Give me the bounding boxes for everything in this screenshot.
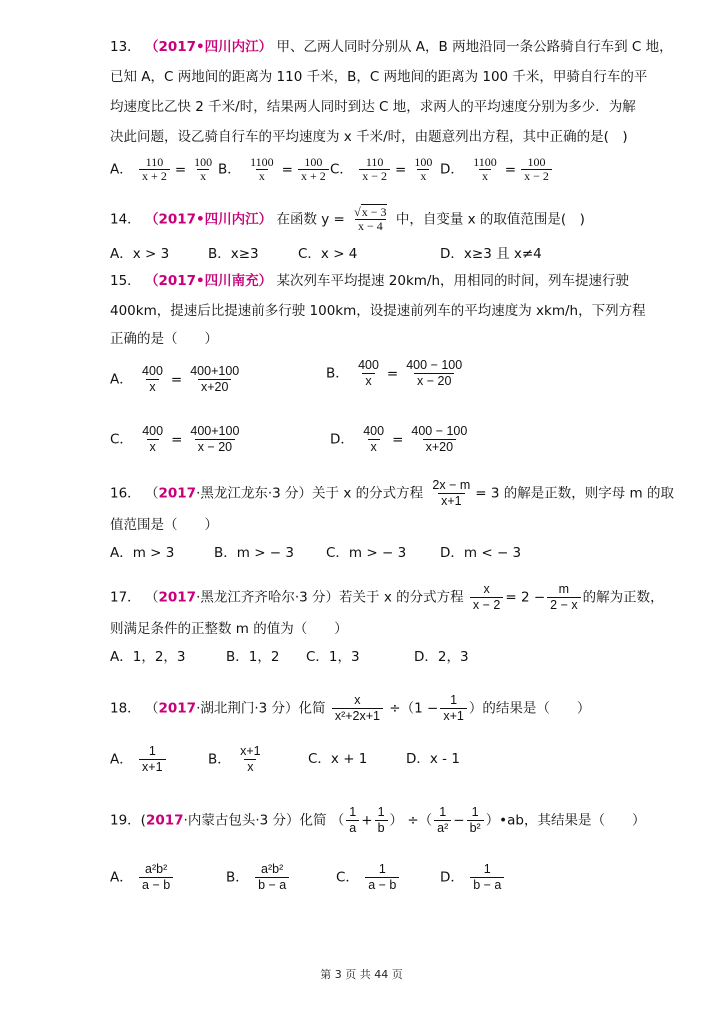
question-text: 的解为正数， <box>582 589 664 606</box>
option-label: C． <box>330 161 353 178</box>
question-text: ·内蒙古包头·3 分）化简 <box>183 812 327 829</box>
fraction <box>440 693 467 724</box>
fraction <box>434 805 451 836</box>
numerator: 1 <box>439 805 447 819</box>
numerator: 400 − 100 <box>411 424 468 438</box>
question-text: ）的结果是（ ） <box>468 700 591 717</box>
fraction <box>470 582 503 613</box>
q13-option-a[interactable]: A． $\frac{110}{x + 2}$ = $\frac{100}{x}$ <box>110 156 217 183</box>
page-footer: 第 3 页 共 44 页 <box>320 968 403 981</box>
fraction <box>332 693 383 724</box>
fraction <box>247 156 277 183</box>
denominator: x − 20 <box>414 373 454 389</box>
numerator: 100 <box>414 155 433 169</box>
numerator: 1 <box>148 744 156 758</box>
q18-line1: 18． （2017·湖北荆门·3 分）化简 $\frac{x}{\text{x²+2x+1}}$ ÷（1 − $\frac{1}{x+1}$ ）的结果是（ ） <box>110 693 591 723</box>
numerator: 400 <box>142 424 164 438</box>
q15-line2: 400km，提速后比提速前多行驶 100km，设提速前列车的平均速度为 xkm/h，下列方程 <box>110 303 646 319</box>
numerator: 400 <box>142 364 163 378</box>
q18-option-a[interactable] <box>110 744 168 775</box>
q14-line1 <box>110 206 585 233</box>
q19-line1: 19．(2017·内蒙古包头·3 分）化简 （ $\frac{1}{a}$ + $\frac{1}{b}$ ） ÷（ $\frac{1}{\text{a²}}$ − $\frac{1}{\text{b²}}$ ）•ab，其结果是（ ） <box>110 805 646 835</box>
q14-option-d[interactable]: D．x≥3 且 x≠4 <box>440 246 542 262</box>
q16-option-b[interactable]: B．m > − 3 <box>214 545 294 561</box>
q15-line1 <box>110 272 629 290</box>
q13-line4: 决此问题，设乙骑自行车的平均速度为 x 千米/时，由题意列出方程，其中正确的是( ) <box>110 129 628 145</box>
denominator: x+20 <box>423 439 456 455</box>
question-source: （2017•四川内江） <box>144 211 273 228</box>
numerator: 100 <box>527 155 546 169</box>
question-source-year: 2017 <box>158 700 197 717</box>
q16-line1: 16． （2017·黑龙江龙东·3 分）关于 x 的分式方程 $\frac{2x - m}{x+1}$ = 3 的解是正数，则字母 m 的取 <box>110 478 674 508</box>
denominator: x+1 <box>440 708 467 724</box>
q15-option-d[interactable]: D． $\frac{400}{x}$ = $\frac{400 - 100}{x+20}$ <box>330 424 472 455</box>
numerator: m <box>558 582 570 596</box>
numerator: 400+100 <box>190 424 240 438</box>
numerator: 1 <box>377 805 385 819</box>
question-source: （2017•四川南充） <box>144 273 273 289</box>
q14-option-c[interactable]: C．x > 4 <box>298 246 358 262</box>
denominator: x <box>417 169 429 183</box>
denominator: b − a <box>255 877 289 893</box>
q13-line1 <box>110 38 673 56</box>
q13-option-d[interactable]: D． $\frac{1100}{x}$ = $\frac{100}{x - 2}$ <box>440 156 554 183</box>
numerator: 400 <box>363 424 385 438</box>
numerator: 1 <box>349 805 357 819</box>
denominator: a² <box>434 820 451 836</box>
denominator: x <box>479 169 491 183</box>
fraction <box>191 156 215 183</box>
question-source-year: 2017 <box>158 589 197 606</box>
q17-option-b[interactable]: B．1，2 <box>226 649 280 665</box>
q14-option-b[interactable]: B．x≥3 <box>208 246 259 262</box>
fraction <box>359 156 390 183</box>
option-label: B． <box>208 751 231 768</box>
option-label: B． <box>218 161 241 178</box>
denominator: b² <box>467 820 484 836</box>
fraction <box>470 862 504 893</box>
question-source: （2017•四川内江） <box>144 39 273 55</box>
fraction <box>237 744 264 775</box>
question-number: 17． <box>110 589 141 606</box>
option-label: D． <box>440 161 464 178</box>
fraction <box>375 805 388 836</box>
q13-line3: 均速度比乙快 2 千米/时，结果两人同时到达 C 地，求两人的平均速度分别为多少．为解 <box>110 99 636 115</box>
numerator: x <box>354 693 361 707</box>
q16-line2: 值范围是（ ） <box>110 517 218 533</box>
option-label: A． <box>110 751 133 768</box>
denominator: x+1 <box>438 493 465 509</box>
option-label: B． <box>326 365 349 382</box>
denominator: x − 2 <box>521 169 552 183</box>
question-source-year: 2017 <box>158 485 197 502</box>
denominator: x+1 <box>139 759 166 775</box>
numerator: 400 <box>358 358 379 372</box>
fraction <box>139 424 166 455</box>
q17-option-a[interactable]: A．1，2，3 <box>110 649 186 665</box>
fraction <box>139 156 170 183</box>
numerator: 400+100 <box>190 364 240 378</box>
q17-option-d[interactable]: D．2，3 <box>414 649 469 665</box>
fraction <box>360 424 387 455</box>
numerator: 2x − m <box>432 478 471 492</box>
option-label: C． <box>336 869 359 886</box>
q16-option-c[interactable]: C．m > − 3 <box>326 545 407 561</box>
question-text: 中，自变量 x 的取值范围是( ) <box>395 211 585 228</box>
fraction <box>139 364 166 395</box>
question-text: ÷（1 − <box>389 700 439 717</box>
q19-option-b[interactable] <box>226 862 291 893</box>
denominator: x − 20 <box>195 439 235 455</box>
question-number: 13． <box>110 39 141 55</box>
denominator: b <box>375 820 388 836</box>
q16-option-a[interactable]: A．m > 3 <box>110 545 175 561</box>
denominator: x − 2 <box>359 169 390 183</box>
q17-option-c[interactable]: C．1，3 <box>306 649 360 665</box>
fraction <box>408 424 470 455</box>
question-text: 在函数 y = <box>276 211 345 228</box>
q13-option-b[interactable]: B． $\frac{1100}{x}$ = $\frac{100}{x + 2}$ <box>218 156 331 183</box>
fraction <box>521 156 552 183</box>
numerator: √x − 3 <box>354 205 387 219</box>
fraction <box>470 156 500 183</box>
option-label: A． <box>110 371 133 388</box>
denominator: x <box>146 379 158 395</box>
question-source-year: 2017 <box>145 812 184 829</box>
denominator: a − b <box>365 877 399 893</box>
question-number: 18． <box>110 700 141 717</box>
q15-option-a[interactable]: A． $\frac{400}{x}$ = $\frac{400+100}{x+20}$ <box>110 364 244 395</box>
question-text: ）•ab，其结果是（ ） <box>485 812 646 829</box>
question-number: 16． <box>110 485 141 502</box>
fraction <box>351 206 389 233</box>
fraction <box>547 582 580 613</box>
question-text: ·湖北荆门·3 分）化简 <box>196 700 326 717</box>
denominator: x <box>368 439 380 455</box>
question-text: ·黑龙江龙东·3 分）关于 x 的分式方程 <box>196 485 424 502</box>
numerator: a²b² <box>261 862 284 876</box>
q14-option-a[interactable]: A．x > 3 <box>110 246 170 262</box>
question-number: 19．( <box>110 812 146 829</box>
question-text: ÷（ <box>407 812 433 829</box>
denominator: a <box>346 820 359 836</box>
question-number: 14． <box>110 211 141 228</box>
fraction <box>467 805 484 836</box>
question-text: 某次列车平均提速 20km/h，用相同的时间，列车提速行驶 <box>276 273 630 289</box>
denominator: x + 2 <box>298 169 329 183</box>
denominator: x <box>256 169 268 183</box>
question-text: = 2 − <box>505 589 546 606</box>
numerator: 1 <box>450 693 458 707</box>
q15-option-b[interactable]: B． $\frac{400}{x}$ = $\frac{400 - 100}{x - 20}$ <box>326 358 467 389</box>
numerator: 1100 <box>250 155 274 169</box>
q13-option-c[interactable]: C． $\frac{110}{x - 2}$ = $\frac{100}{x}$ <box>330 156 437 183</box>
numerator: 1100 <box>473 155 497 169</box>
numerator: x <box>483 582 490 596</box>
denominator: 2 − x <box>547 597 580 613</box>
fraction <box>187 364 242 395</box>
option-label: D． <box>440 869 464 886</box>
fraction <box>346 805 359 836</box>
q18-option-c[interactable]: C．x + 1 <box>308 751 368 767</box>
denominator: x <box>147 439 159 455</box>
q17-line1: 17． （2017·黑龙江齐齐哈尔·3 分）若关于 x 的分式方程 $\frac{x}{x - 2}$ = 2 − $\frac{m}{2 - x}$ 的解为正数， <box>110 582 664 612</box>
fraction <box>403 358 465 389</box>
numerator: 100 <box>304 155 323 169</box>
q16-option-d[interactable]: D．m < − 3 <box>440 545 522 561</box>
denominator: a − b <box>139 877 173 893</box>
q18-option-d[interactable]: D．x - 1 <box>406 751 460 767</box>
fraction <box>355 358 382 389</box>
fraction <box>429 478 473 509</box>
option-label: B． <box>226 869 249 886</box>
fraction <box>139 744 166 775</box>
fraction <box>187 424 242 455</box>
q15-option-c[interactable]: C． $\frac{400}{x}$ = $\frac{400+100}{x - 20}$ <box>110 424 244 455</box>
denominator: x²+2x+1 <box>332 708 383 724</box>
question-text: 甲、乙两人同时分别从 A，B 两地沿同一条公路骑自行车到 C 地， <box>276 39 673 55</box>
q13-line2: 已知 A，C 两地间的距离为 110 千米，B，C 两地间的距离为 100 千米，甲骑自行车的平 <box>110 69 648 85</box>
fraction <box>298 156 329 183</box>
numerator: 110 <box>365 155 384 169</box>
radicand: x − 3 <box>361 205 387 219</box>
numerator: 400 − 100 <box>406 358 463 372</box>
option-label: A． <box>110 869 133 886</box>
q19-option-a[interactable] <box>110 862 175 893</box>
numerator: 110 <box>145 155 164 169</box>
q19-option-d[interactable] <box>440 862 506 893</box>
option-label: C． <box>110 431 133 448</box>
question-text: ·黑龙江齐齐哈尔·3 分）若关于 x 的分式方程 <box>196 589 464 606</box>
numerator: 100 <box>194 155 213 169</box>
denominator: x + 2 <box>139 169 170 183</box>
numerator: 1 <box>378 862 386 876</box>
option-label: D． <box>330 431 354 448</box>
fraction <box>411 156 435 183</box>
q17-line2: 则满足条件的正整数 m 的值为（ ） <box>110 621 348 637</box>
denominator: x <box>362 373 374 389</box>
numerator: a²b² <box>145 862 168 876</box>
numerator: x+1 <box>240 744 261 758</box>
q18-option-b[interactable] <box>208 744 266 775</box>
denominator: x <box>197 169 209 183</box>
denominator: x <box>244 759 256 775</box>
question-text: = 3 的解是正数，则字母 m 的取 <box>475 485 674 502</box>
fraction <box>139 862 173 893</box>
fraction <box>255 862 289 893</box>
option-label: A． <box>110 161 133 178</box>
denominator: x − 2 <box>470 597 503 613</box>
denominator: x+20 <box>198 379 231 395</box>
q19-option-c[interactable] <box>336 862 401 893</box>
denominator: x − 4 <box>355 219 386 233</box>
numerator: 1 <box>483 862 491 876</box>
question-number: 15． <box>110 273 141 289</box>
numerator: 1 <box>471 805 479 819</box>
fraction <box>365 862 399 893</box>
q15-line3: 正确的是（ ） <box>110 331 218 347</box>
denominator: b − a <box>470 877 504 893</box>
